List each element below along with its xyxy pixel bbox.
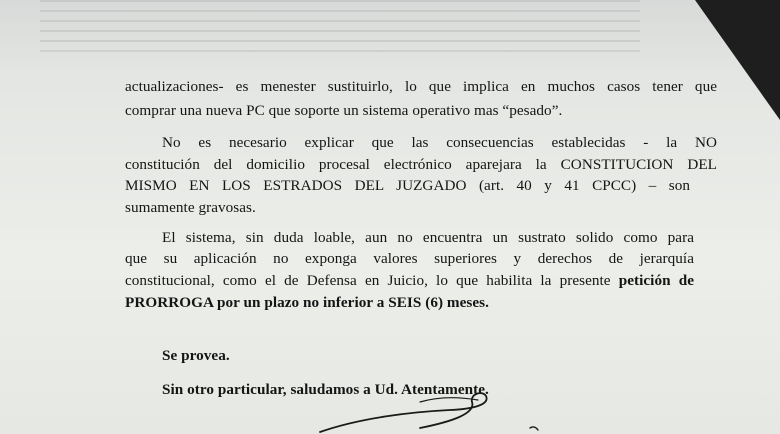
para2-line3: MISMO EN LOS ESTRADOS DEL JUZGADO (art. 40 y 41 CPCC) – son xyxy=(125,177,690,194)
para3-line3-normal: constitucional, como el de Defensa en Juicio, lo que habilita la presente xyxy=(125,272,619,289)
para3-line3 xyxy=(125,270,694,291)
closing-salutation: Sin otro particular, saludamos a Ud. Atentamente. xyxy=(162,381,489,398)
para2-line2: constitución del domicilio procesal electrónico aparejara la CONSTITUCION DEL xyxy=(125,156,717,173)
para1-line2: comprar una nueva PC que soporte un sistema operativo mas “pesado”. xyxy=(125,102,563,119)
para3-line3-bold: petición de xyxy=(618,272,695,289)
handwritten-signature xyxy=(300,388,540,434)
para3-line4: PRORROGA por un plazo no inferior a SEIS (6) meses. xyxy=(125,294,489,311)
para2-line1: No es necesario explicar que las consecuencias establecidas - la NO xyxy=(162,134,717,151)
para3-line1: El sistema, sin duda loable, aun no encuentra un sustrato solido como para xyxy=(162,229,694,246)
para3-line2: que su aplicación no exponga valores superiores y derechos de jerarquía xyxy=(125,250,694,267)
closing-provea: Se provea. xyxy=(162,347,230,364)
para2-line4: sumamente gravosas. xyxy=(125,199,256,216)
para1-line1: actualizaciones- es menester sustituirlo, lo que implica en muchos casos tener que xyxy=(125,78,717,95)
